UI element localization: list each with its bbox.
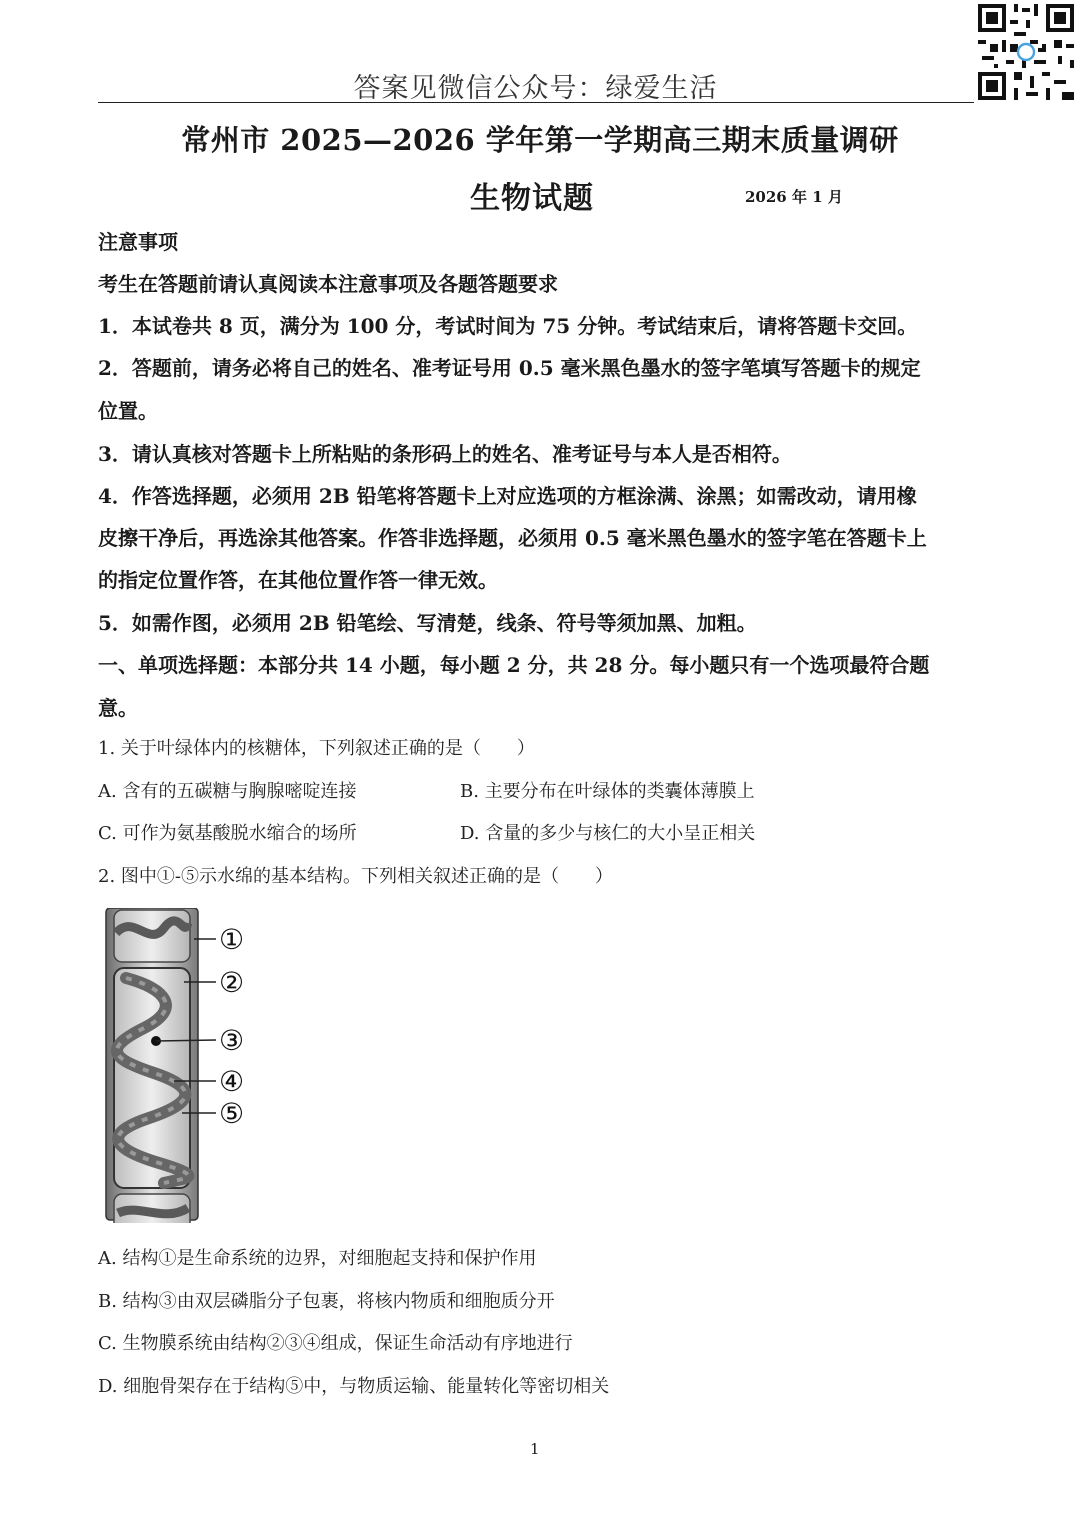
q1-option-c: C. 可作为氨基酸脱水缩合的场所 xyxy=(98,823,357,844)
notice-intro: 考生在答题前请认真阅读本注意事项及各题答题要求 xyxy=(98,272,558,296)
section-heading: 一、单项选择题：本部分共 14 小题，每小题 2 分，共 28 分。每小题只有一个选项最符合题 xyxy=(98,653,930,677)
q1-option-d: D. 含量的多少与核仁的大小呈正相关 xyxy=(460,823,756,844)
notice-item: 位置。 xyxy=(98,399,158,423)
section-heading-cont: 意。 xyxy=(98,696,138,720)
q1-option-b: B. 主要分布在叶绿体的类囊体薄膜上 xyxy=(460,781,755,802)
header-watermark: 答案见微信公众号：绿爱生活 xyxy=(353,73,718,104)
notice-item: 1．本试卷共 8 页，满分为 100 分，考试时间为 75 分钟。考试结束后，请将答题卡交回。 xyxy=(98,314,918,338)
q1-stem: 1. 关于叶绿体内的核糖体，下列叙述正确的是（ ） xyxy=(98,738,535,759)
spirogyra-figure xyxy=(104,908,264,1223)
label-1: ① xyxy=(219,923,245,956)
exam-date: 2026 年 1 月 xyxy=(745,188,843,206)
notice-item: 2．答题前，请务必将自己的姓名、准考证号用 0.5 毫米黑色墨水的签字笔填写答题卡的规定 xyxy=(98,356,921,380)
notice-item: 皮擦干净后，再选涂其他答案。作答非选择题，必须用 0.5 毫米黑色墨水的签字笔在答题卡上 xyxy=(98,526,927,550)
subject-title: 生物试题 xyxy=(470,181,594,216)
notice-heading: 注意事项 xyxy=(98,230,178,254)
notice-item: 4．作答选择题，必须用 2B 铅笔将答题卡上对应选项的方框涂满、涂黑；如需改动，请用橡 xyxy=(98,484,917,508)
notice-item: 的指定位置作答，在其他位置作答一律无效。 xyxy=(98,568,498,592)
label-2: ② xyxy=(219,966,245,999)
header-rule xyxy=(98,102,976,103)
label-5: ⑤ xyxy=(219,1097,245,1130)
qr-code-icon xyxy=(974,0,1078,104)
label-4: ④ xyxy=(219,1065,245,1098)
notice-item: 5．如需作图，必须用 2B 铅笔绘、写清楚，线条、符号等须加黑、加粗。 xyxy=(98,611,757,635)
page-number: 1 xyxy=(530,1440,540,1458)
q2-option-b: B. 结构③由双层磷脂分子包裹，将核内物质和细胞质分开 xyxy=(98,1291,555,1312)
q2-option-c: C. 生物膜系统由结构②③④组成，保证生命活动有序地进行 xyxy=(98,1333,573,1354)
q2-option-a: A. 结构①是生命系统的边界，对细胞起支持和保护作用 xyxy=(98,1248,537,1269)
q1-option-a: A. 含有的五碳糖与胸腺嘧啶连接 xyxy=(98,781,357,802)
q2-option-d: D. 细胞骨架存在于结构⑤中，与物质运输、能量转化等密切相关 xyxy=(98,1376,610,1397)
q2-stem: 2. 图中①-⑤示水绵的基本结构。下列相关叙述正确的是（ ） xyxy=(98,866,613,887)
notice-item: 3．请认真核对答题卡上所粘贴的条形码上的姓名、准考证号与本人是否相符。 xyxy=(98,442,792,466)
label-3: ③ xyxy=(219,1024,245,1057)
exam-title: 常州市 2025—2026 学年第一学期高三期末质量调研 xyxy=(181,123,899,157)
